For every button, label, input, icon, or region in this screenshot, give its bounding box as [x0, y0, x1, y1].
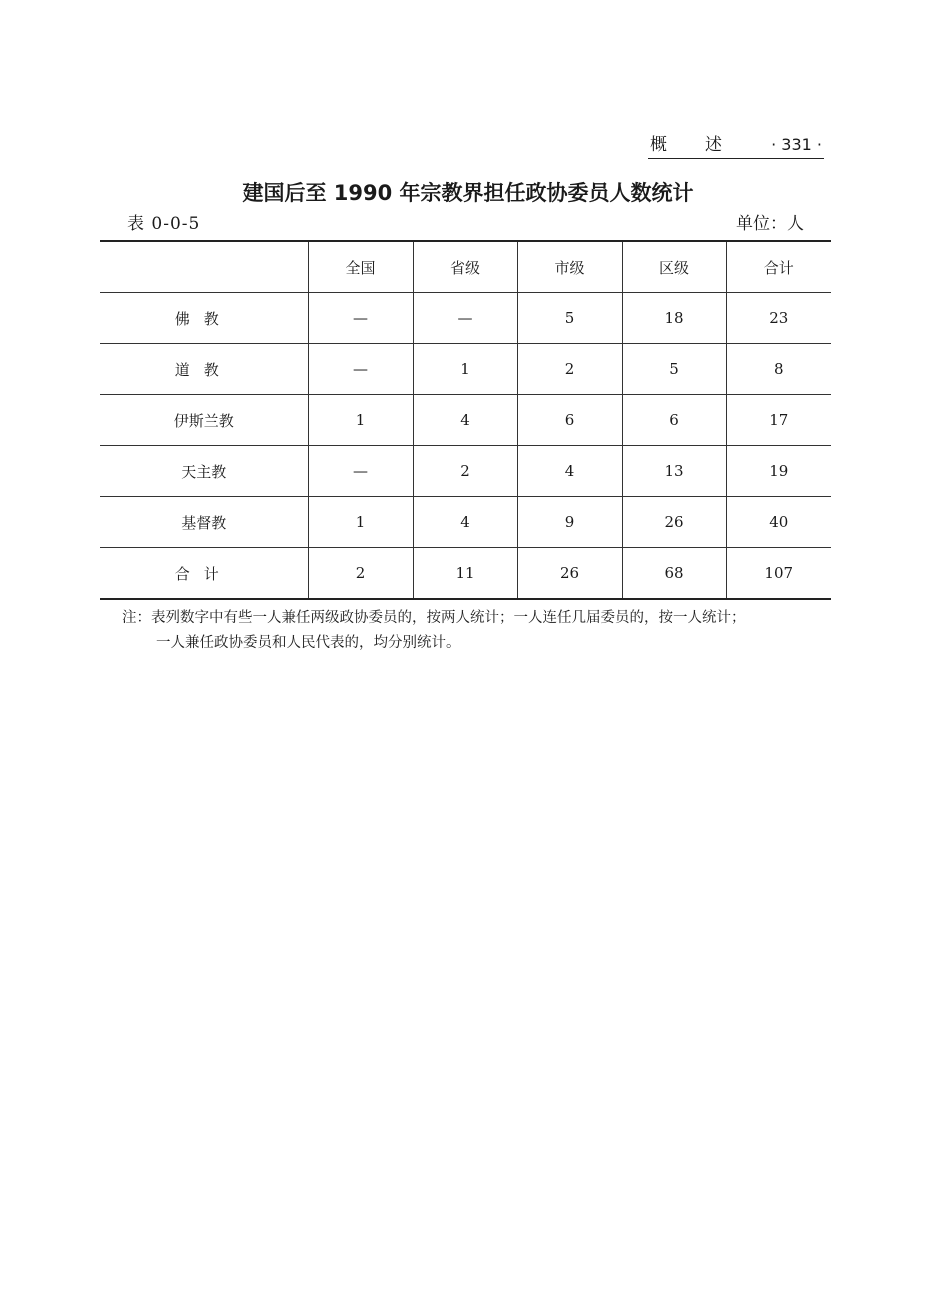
table-row	[100, 293, 831, 344]
column-header-provincial: 省级	[413, 241, 517, 293]
table-cell: 19	[726, 446, 831, 497]
table-cell: 6	[517, 395, 622, 446]
row-label: 佛教	[100, 293, 308, 344]
table-row	[100, 344, 831, 395]
table-cell: 2	[308, 548, 413, 600]
table-cell: 9	[517, 497, 622, 548]
table-cell: 23	[726, 293, 831, 344]
table-cell: 13	[622, 446, 726, 497]
section-title: 概述	[650, 135, 760, 155]
column-header-district: 区级	[622, 241, 726, 293]
row-label: 道教	[100, 344, 308, 395]
page-number: · 331 ·	[771, 135, 822, 154]
table-cell: 1	[308, 497, 413, 548]
table-cell: —	[308, 293, 413, 344]
table-cell: 40	[726, 497, 831, 548]
column-header-blank	[100, 241, 308, 293]
table-cell: —	[308, 446, 413, 497]
table-cell: 26	[622, 497, 726, 548]
table-cell: 6	[622, 395, 726, 446]
table-cell: 4	[413, 497, 517, 548]
table-cell: 17	[726, 395, 831, 446]
column-header-total: 合计	[726, 241, 831, 293]
table-cell: 2	[413, 446, 517, 497]
running-header	[648, 132, 824, 159]
row-label: 基督教	[100, 497, 308, 548]
table-total-row	[100, 548, 831, 600]
table-cell: —	[413, 293, 517, 344]
row-label: 天主教	[100, 446, 308, 497]
table-cell: 2	[517, 344, 622, 395]
table-cell: 107	[726, 548, 831, 600]
table-number: 表 0-0-5	[127, 214, 201, 234]
row-label: 伊斯兰教	[100, 395, 308, 446]
statistics-table	[100, 240, 831, 600]
table-row	[100, 446, 831, 497]
table-cell: 4	[517, 446, 622, 497]
table-header-row	[100, 241, 831, 293]
table-cell: 8	[726, 344, 831, 395]
table-cell: 11	[413, 548, 517, 600]
table-row	[100, 395, 831, 446]
row-label: 合计	[100, 548, 308, 600]
table-title: 建国后至 1990 年宗教界担任政协委员人数统计	[242, 181, 694, 205]
note-line-2: 一人兼任政协委员和人民代表的，均分别统计。	[156, 635, 461, 651]
table-cell: 1	[413, 344, 517, 395]
table-cell: 4	[413, 395, 517, 446]
column-header-national: 全国	[308, 241, 413, 293]
table-cell: 5	[622, 344, 726, 395]
table-cell: 26	[517, 548, 622, 600]
table-cell: —	[308, 344, 413, 395]
note-line-1: 注：表列数字中有些一人兼任两级政协委员的，按两人统计；一人连任几届委员的，按一人统计；	[122, 610, 746, 626]
unit-label: 单位：人	[736, 214, 804, 234]
table-row	[100, 497, 831, 548]
table-cell: 68	[622, 548, 726, 600]
table-cell: 1	[308, 395, 413, 446]
column-header-municipal: 市级	[517, 241, 622, 293]
table-note	[122, 606, 862, 656]
table-cell: 18	[622, 293, 726, 344]
table-cell: 5	[517, 293, 622, 344]
